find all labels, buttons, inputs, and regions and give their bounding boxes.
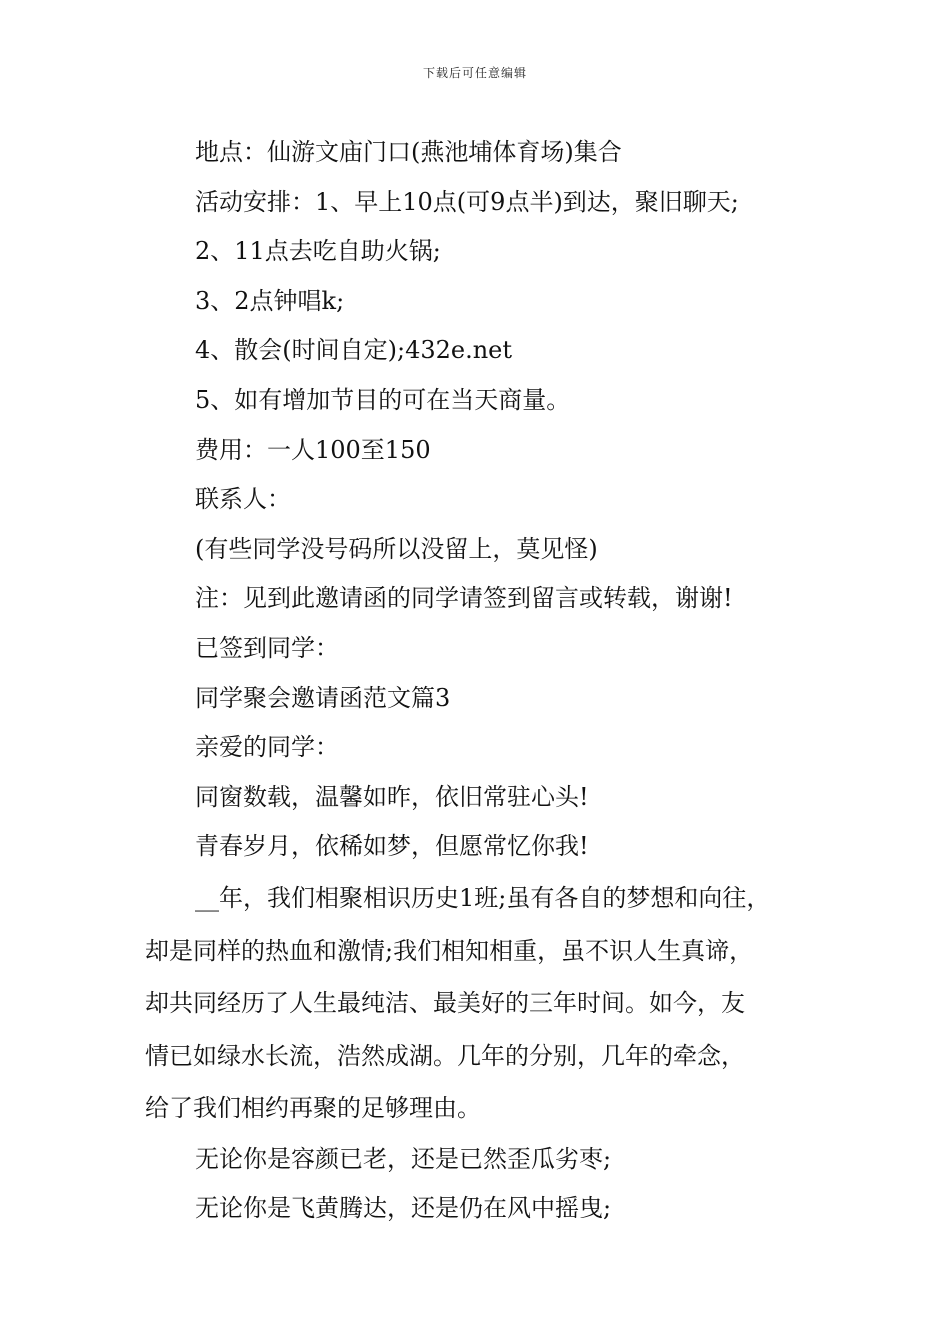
page-header: 下载后可任意编辑 [422,66,527,80]
paragraph-line: 情已如绿水长流，浩然成湖。几年的分别，几年的牵念， [145,1041,745,1070]
text-line-closing-2: 无论你是飞黄腾达，还是仍在风中摇曳; [195,1194,612,1223]
text-line-contact: 联系人： [195,485,291,514]
text-line-note-numbers: (有些同学没号码所以没留上，莫见怪) [195,534,598,563]
text-line-greeting: 亲爱的同学： [195,733,339,762]
paragraph-line: 却是同样的热血和激情;我们相知相重，虽不识人生真谛， [145,936,754,965]
document-body [145,128,835,1234]
closing-lines [145,1135,835,1234]
text-line-verse-2: 青春岁月，依稀如梦，但愿常忆你我! [195,832,589,861]
text-line-location: 地点：仙游文庙门口(燕池埔体育场)集合 [195,138,622,166]
text-line-schedule: 活动安排：1、早上10点(可9点半)到达，聚旧聊天; [195,187,739,216]
paragraph-line: __年，我们相聚相识历史1班;虽有各自的梦想和向往， [195,883,771,912]
text-line-item-5: 5、如有增加节目的可在当天商量。 [195,385,571,414]
text-line-closing-1: 无论你是容颜已老，还是已然歪瓜劣枣; [195,1144,612,1173]
paragraph-line: 却共同经历了人生最纯洁、最美好的三年时间。如今，友 [145,989,745,1018]
text-line-item-3: 3、2点钟唱k; [195,286,345,315]
section-title: 同学聚会邀请函范文篇3 [195,683,451,712]
text-line-item-4: 4、散会(时间自定);432e.net [195,336,513,365]
body-paragraph [145,872,835,1135]
text-line-signed: 已签到同学： [195,633,339,662]
text-line-verse-1: 同窗数载，温馨如昨，依旧常驻心头! [195,782,589,811]
text-line-note: 注：见到此邀请函的同学请签到留言或转载，谢谢! [195,584,733,613]
paragraph-line: 给了我们相约再聚的足够理由。 [145,1094,481,1123]
text-line-cost: 费用：一人100至150 [195,435,431,464]
text-line-item-2: 2、11点去吃自助火锅; [195,237,441,266]
